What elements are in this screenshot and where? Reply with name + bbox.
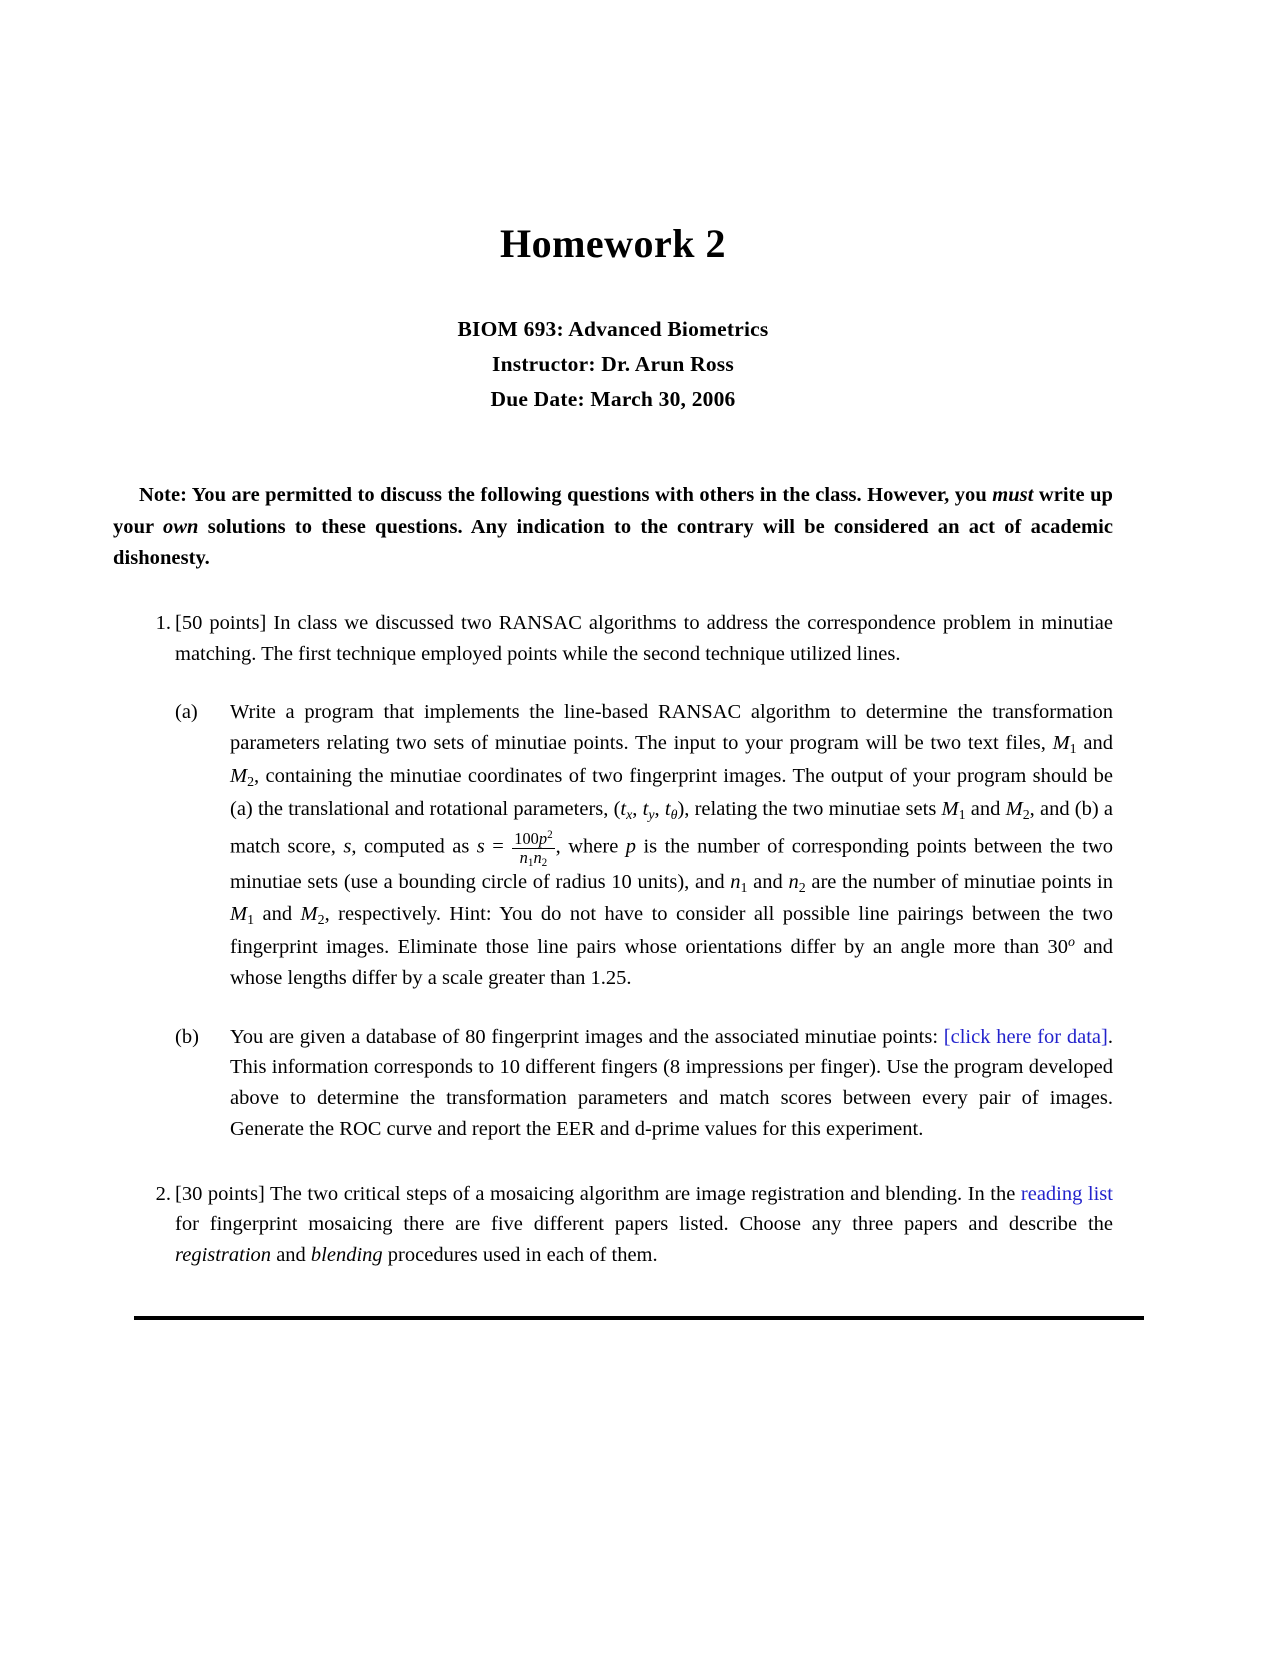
math-tx-sub: x bbox=[626, 807, 633, 823]
frac-den-n2-sub: 2 bbox=[541, 857, 548, 870]
q1a-seg3: , containing the minutiae coordinates of two fingerprint images. The output of your program should be (a) the translational and rotational parameters, ( bbox=[230, 765, 1113, 820]
question-2-points: [30 points] bbox=[175, 1182, 265, 1205]
math-p: p bbox=[625, 835, 637, 858]
match-score-fraction bbox=[512, 830, 554, 870]
q2-seg3: and bbox=[271, 1244, 311, 1267]
note-emph-must: must bbox=[992, 484, 1034, 507]
fraction-numerator bbox=[512, 830, 554, 850]
math-M1-a: M bbox=[1052, 732, 1070, 755]
q1a-seg13: , respectively. Hint: You do not have to consider all possible line pairings between the two fingerprint images. Eliminate those line pairs whose orientations differ by an angle more than 30 bbox=[230, 903, 1113, 959]
math-M2-b: M bbox=[1005, 797, 1023, 820]
frac-den-n2: n bbox=[533, 848, 542, 868]
degree-symbol: o bbox=[1068, 934, 1076, 950]
q1b-seg2: . This information corresponds to 10 different fingers (8 impressions per finger). Use the program developed above to determine the transformation parameters and match scores between every pair of images. Generate the ROC curve and report the EER and d-prime values for this experiment. bbox=[230, 1025, 1113, 1140]
question-1b bbox=[175, 1022, 1113, 1145]
q1a-comma1: , bbox=[632, 797, 643, 820]
q1a-seg2: and bbox=[1076, 732, 1113, 755]
q1a-seg11: are the number of minutiae points in bbox=[805, 870, 1113, 893]
math-M2-c-sub: 2 bbox=[317, 913, 325, 929]
question-1a bbox=[175, 697, 1113, 993]
math-ty: t bbox=[642, 797, 649, 820]
q2-seg1: The two critical steps of a mosaicing algorithm are image registration and blending. In the bbox=[264, 1182, 1021, 1205]
math-M1-a-sub: 1 bbox=[1069, 742, 1077, 758]
question-2 bbox=[113, 1179, 1113, 1271]
frac-den-n1-sub: 1 bbox=[527, 857, 534, 870]
page-title: Homework 2 bbox=[499, 221, 727, 266]
question-1-points: [50 points] bbox=[175, 611, 267, 634]
q2-seg4: procedures used in each of them. bbox=[382, 1244, 658, 1267]
q1a-seg6: , and (b) a match score, bbox=[230, 797, 1114, 858]
due-date: Due Date: March 30, 2006 bbox=[490, 386, 736, 411]
math-M2-b-sub: 2 bbox=[1022, 807, 1030, 823]
math-ttheta-sub: θ bbox=[670, 807, 678, 823]
q1a-seg7: , computed as bbox=[351, 835, 477, 858]
q1b-seg1: You are given a database of 80 fingerprint images and the associated minutiae points: bbox=[230, 1025, 944, 1048]
math-n2-sub: 2 bbox=[798, 880, 806, 896]
math-n1-sub: 1 bbox=[740, 880, 748, 896]
question-1-text: In class we discussed two RANSAC algorithms to address the correspondence problem in minutiae matching. The first technique employed points while the second technique utilized lines. bbox=[175, 611, 1114, 665]
question-1a-marker: (a) bbox=[175, 701, 198, 724]
math-M1-c-sub: 1 bbox=[247, 913, 255, 929]
question-1-marker: 1. bbox=[155, 611, 171, 634]
frac-den-n1: n bbox=[519, 848, 528, 868]
frac-var-p: p bbox=[538, 828, 548, 848]
fraction-denominator bbox=[512, 849, 554, 869]
questions-list bbox=[113, 608, 1113, 1271]
course-header-block bbox=[113, 312, 1113, 416]
math-tx: t bbox=[620, 797, 627, 820]
q1a-seg9: is the number of corresponding points between the two minutiae sets (use a bounding circle of radius 10 units), and bbox=[230, 835, 1114, 893]
math-M1-b: M bbox=[941, 797, 959, 820]
math-M1-b-sub: 1 bbox=[958, 807, 966, 823]
q1a-seg1: Write a program that implements the line-based RANSAC algorithm to determine the transformation parameters relating two sets of minutiae points. The input to your program will be two text files, bbox=[230, 701, 1113, 755]
click-here-for-data-link[interactable]: [click here for data] bbox=[943, 1025, 1108, 1048]
frac-coef: 100 bbox=[514, 828, 539, 848]
math-M1-c: M bbox=[230, 903, 248, 926]
q2-seg2: for fingerprint mosaicing there are five different papers listed. Choose any three papers and describe the bbox=[175, 1213, 1113, 1236]
frac-exp-2: 2 bbox=[547, 828, 553, 841]
q1a-seg8: , where bbox=[555, 835, 626, 858]
q1a-seg10: and bbox=[747, 870, 789, 893]
math-M2-c: M bbox=[300, 903, 318, 926]
math-n2: n bbox=[788, 870, 799, 893]
math-ty-sub: y bbox=[648, 807, 655, 823]
q2-emph-blending: blending bbox=[310, 1244, 383, 1267]
note-part1: You are permitted to discuss the following questions with others in the class. However, you bbox=[187, 484, 993, 507]
q1a-comma2: , bbox=[654, 797, 665, 820]
note-part3: solutions to these questions. Any indication to the contrary will be considered an act of academic dishonesty. bbox=[113, 515, 1113, 569]
question-1b-marker: (b) bbox=[175, 1025, 199, 1048]
math-equals: = bbox=[484, 835, 512, 858]
question-1 bbox=[113, 608, 1113, 1145]
math-M2-a-sub: 2 bbox=[247, 774, 255, 790]
course-name: BIOM 693: Advanced Biometrics bbox=[457, 317, 769, 341]
note-part2: write up your bbox=[113, 484, 1113, 538]
math-ttheta: t bbox=[664, 797, 671, 820]
q1a-seg4: ), relating the two minutiae sets bbox=[677, 797, 942, 820]
math-s-1: s bbox=[343, 835, 352, 858]
q1a-seg5: and bbox=[965, 797, 1006, 820]
q1a-seg12: and bbox=[254, 903, 301, 926]
question-1-subitems bbox=[175, 697, 1113, 1144]
question-2-marker: 2. bbox=[155, 1182, 171, 1205]
q1a-seg14: and whose lengths differ by a scale greater than 1.25. bbox=[230, 936, 1113, 989]
instructor-name: Instructor: Dr. Arun Ross bbox=[492, 351, 734, 376]
math-M2-a: M bbox=[230, 765, 248, 787]
note-label: Note: bbox=[139, 484, 188, 507]
note-emph-own: own bbox=[163, 515, 199, 538]
footer-horizontal-rule bbox=[134, 1316, 1144, 1320]
reading-list-link[interactable]: reading list bbox=[1020, 1182, 1113, 1205]
q2-emph-registration: registration bbox=[175, 1244, 272, 1267]
document-content bbox=[113, 0, 1113, 1271]
math-s-2: s bbox=[476, 835, 485, 858]
academic-honesty-note bbox=[113, 480, 1113, 573]
math-n1: n bbox=[730, 870, 741, 893]
